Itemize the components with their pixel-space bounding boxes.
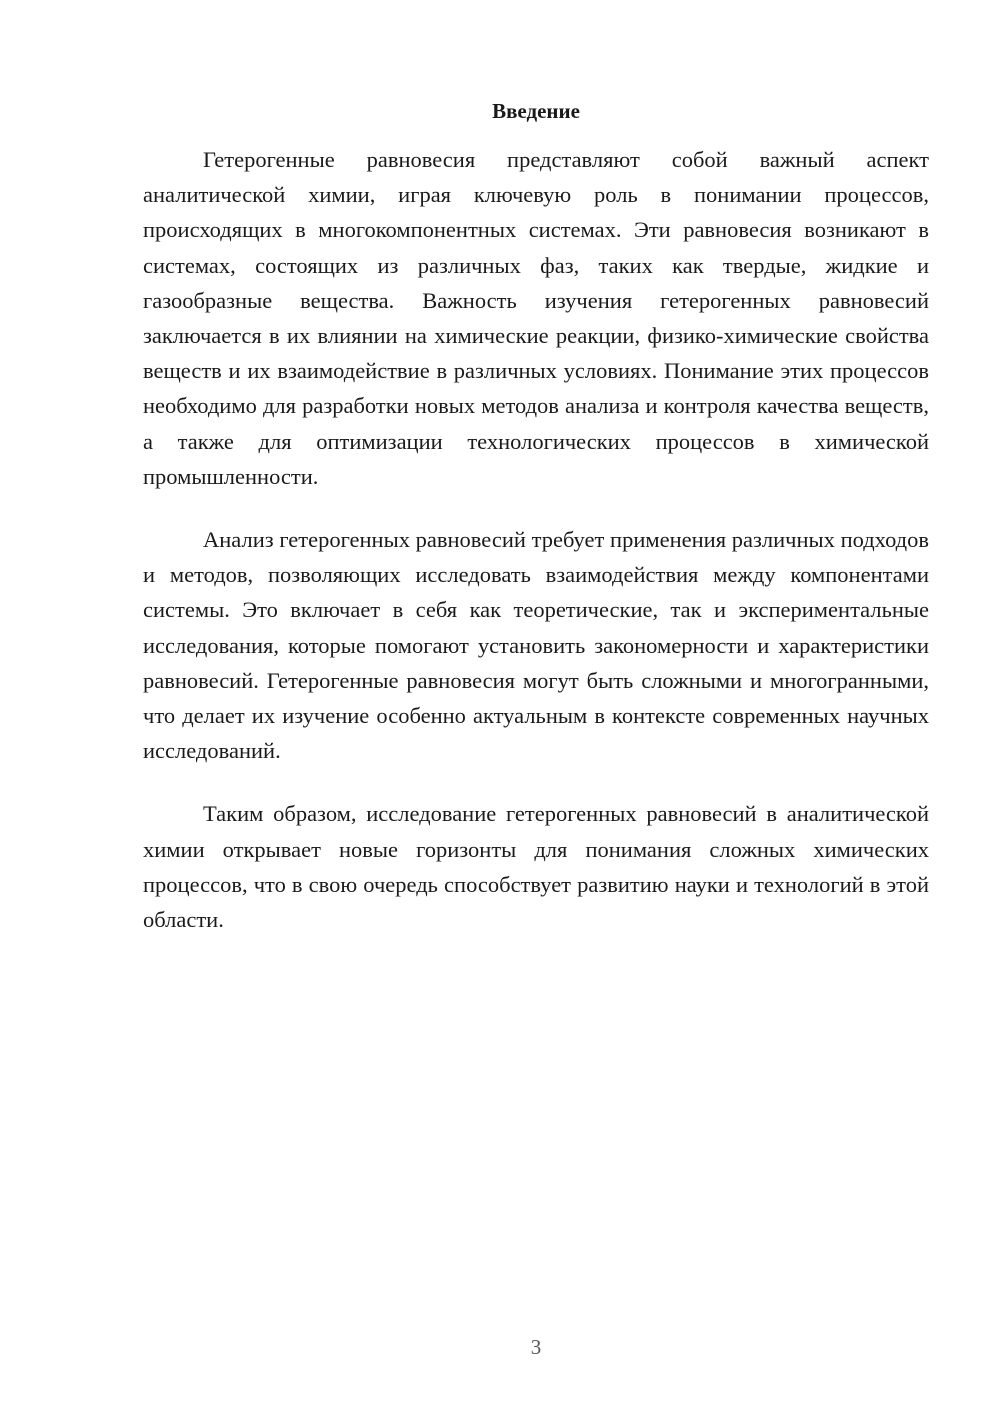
paragraph-2: Анализ гетерогенных равновесий требует применения различных подходов и методов, позволяющих исследовать взаимодействия между компонентами системы. Это включает в себя как теоретические, так и экспериментальные исследования, которые помогают установить закономерности и характеристики равновесий. Гетерогенные равновесия могут быть сложными и многогранными, что делает их изучение особенно актуальным в контексте современных научных исследований.	[143, 527, 929, 764]
section-heading: Введение	[492, 99, 580, 123]
body-text	[143, 142, 929, 965]
paragraph-1: Гетерогенные равновесия представляют собой важный аспект аналитической химии, играя ключевую роль в понимании процессов, происходящих в многокомпонентных системах. Эти равновесия возникают в системах, состоящих из различных фаз, таких как твердые, жидкие и газообразные вещества. Важность изучения гетерогенных равновесий заключается в их влиянии на химические реакции, физико-химические свойства веществ и их взаимодействие в различных условиях. Понимание этих процессов необходимо для разработки новых методов анализа и контроля качества веществ, а также для оптимизации технологических процессов в химической промышленности.	[143, 147, 929, 489]
paragraph-3: Таким образом, исследование гетерогенных равновесий в аналитической химии открывает новые горизонты для понимания сложных химических процессов, что в свою очередь способствует развитию науки и технологий в этой области.	[143, 801, 929, 933]
page-number: 3	[530, 1335, 542, 1359]
